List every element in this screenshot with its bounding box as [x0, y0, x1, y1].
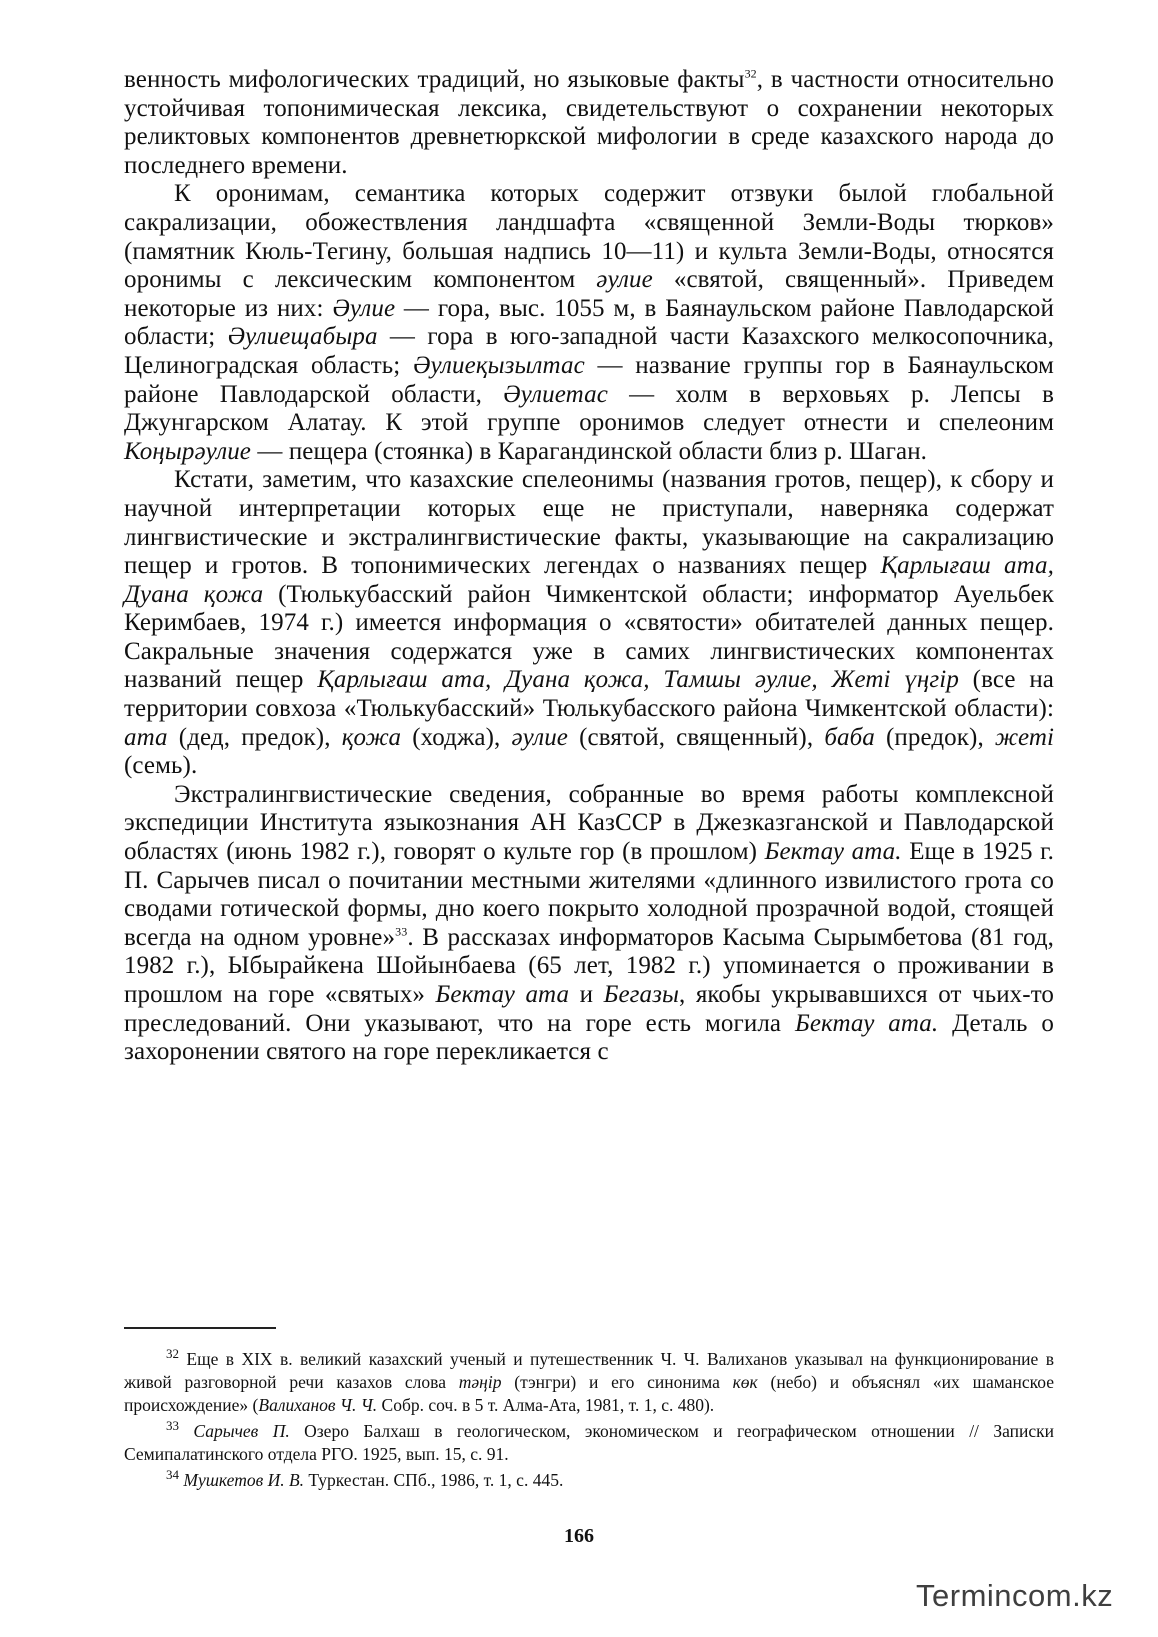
- text-run: , якобы укрывавшихся от чьих-то преследований. Они указывают, что на горе есть могила: [124, 981, 1054, 1037]
- footnote-number: 33: [166, 1418, 179, 1434]
- italic-term: жеті: [994, 723, 1055, 751]
- footnote-divider: [124, 1327, 276, 1329]
- page-number: 166: [564, 1525, 594, 1547]
- text-run: (небо) и объяснял «их шаманское происхождение» (: [124, 1372, 1055, 1415]
- italic-term: баба: [824, 723, 875, 751]
- paragraph: [124, 180, 1054, 466]
- text-run: «святой, священный». Приведем некоторые из них:: [124, 266, 1055, 322]
- text-run: венность мифологических традиций, но языковые факты: [124, 66, 745, 93]
- text-run: (Тюлькубасский район Чимкентской области; информатор Ауельбек Керимбаев, 1974 г.) имеется информация о «святости» обитателей данных пещер. Сакральные значения содержатся уже в самих лингвистических компонентах названий пещер: [124, 580, 1054, 694]
- italic-term: тәңір: [458, 1372, 502, 1392]
- text-run: (дед, предок),: [167, 723, 342, 751]
- italic-term: Бектау ата.: [764, 838, 902, 866]
- italic-term: Сарычев П.: [193, 1421, 290, 1441]
- text-run: Кстати, заметим, что казахские спелеонимы (названия гротов, пещер), к сбору и научной интерпретации которых еще не приступали, наверняка содержат лингвистические и экстралингвистические факты, указывающие на сакрализацию пещер и гротов. В топонимических легендах о названиях пещер: [124, 466, 1054, 580]
- footnote-number: 32: [166, 1346, 179, 1362]
- italic-term: Валиханов Ч. Ч.: [258, 1395, 378, 1415]
- italic-term: Әулиещабыра: [227, 323, 378, 351]
- text-run: — гора, выс. 1055 м, в Баянаульском районе Павлодарской области;: [124, 294, 1054, 351]
- footnote-ref: 33: [395, 924, 408, 939]
- page-body: [124, 66, 1054, 1067]
- italic-term: көк: [732, 1372, 758, 1392]
- footnote: [124, 1469, 1054, 1492]
- italic-term: Әулиеқызылтас: [413, 351, 585, 379]
- italic-term: ата: [124, 723, 168, 751]
- italic-term: Бектау ата.: [794, 1009, 939, 1037]
- text-run: Деталь о захоронении святого на горе перекликается с: [124, 1009, 1054, 1066]
- footnote: [124, 1420, 1054, 1466]
- text-run: Еще в 1925 г. П. Сарычев писал о почитании местными жителями «длинного извилистого грота со сводами готической формы, дно коего покрыто холодной прозрачной водой, стоящей всегда на одном уровне»: [124, 838, 1054, 951]
- footnote: [124, 1348, 1054, 1417]
- text-run: и: [569, 981, 604, 1008]
- text-run: (семь).: [124, 752, 198, 780]
- italic-term: Әулие: [332, 294, 396, 322]
- italic-term: Коңырәулие: [124, 437, 252, 465]
- text-run: (предок),: [874, 723, 995, 751]
- text-run: Туркестан. СПб., 1986, т. 1, с. 445.: [304, 1470, 564, 1490]
- text-run: Экстралингвистические сведения, собранные во время работы комплексной экспедиции Института языкознания АН КазССР в Джезказганской и Павлодарской областях (июнь 1982 г.), говорят о культе гор (в прошлом): [124, 780, 1054, 866]
- italic-term: қожа: [341, 723, 402, 751]
- text-run: (все на территории совхоза «Тюлькубасский» Тюлькубасского района Чимкентской области):: [124, 666, 1055, 723]
- italic-term: әулие: [596, 266, 653, 294]
- italic-term: Мушкетов И. В.: [183, 1470, 305, 1490]
- text-run: , в частности относительно устойчивая топонимическая лексика, свидетельствуют о сохранении некоторых реликтовых компонентов древнетюркской мифологии в среде казахского народа до последнего времени.: [124, 66, 1054, 179]
- italic-term: әулие: [511, 723, 568, 751]
- text-run: — холм в верховьях р. Лепсы в Джунгарском Алатау. К этой группе оронимов следует отнести и спелеоним: [124, 380, 1054, 437]
- site-watermark: Termincom.kz: [916, 1578, 1114, 1613]
- text-run: Озеро Балхаш в геологическом, экономическом и географическом отношении // Записки Семипалатинского отдела РГО. 1925, вып. 15, с. 91.: [124, 1421, 1055, 1464]
- italic-term: Бегазы: [603, 981, 679, 1008]
- text-run: К оронимам, семантика которых содержит отзвуки былой глобальной сакрализации, обожествления ландшафта «священной Земли-Воды тюрков» (памятник Кюль-Тегину, большая надпись 10—11) и культа Земли-Воды, относятся оронимы с лексическим компонентом: [124, 180, 1054, 294]
- main-text: [124, 66, 1054, 1067]
- italic-term: Бектау ата: [435, 981, 570, 1008]
- italic-term: Әулиетас: [503, 380, 608, 408]
- footnote-number: 34: [166, 1467, 179, 1483]
- text-run: (ходжа),: [401, 723, 512, 751]
- text-run: (тэнгри) и его синонима: [501, 1372, 733, 1392]
- text-run: — пещера (стоянка) в Карагандинской области близ р. Шаган.: [251, 437, 928, 465]
- italic-term: Қарлығаш ата, Дуана қожа: [124, 552, 1054, 608]
- paragraph: [124, 466, 1054, 781]
- text-run: Еще в XIX в. великий казахский ученый и путешественник Ч. Ч. Валиханов указывал на функционирование в живой разговорной речи казахов слова: [124, 1349, 1054, 1392]
- text-run: — название группы гор в Баянаульском районе Павлодарской области,: [124, 351, 1054, 408]
- footnote-ref: 32: [744, 66, 757, 81]
- text-run: (святой, священный),: [568, 723, 825, 751]
- text-run: Собр. соч. в 5 т. Алма-Ата, 1981, т. 1, с. 480).: [377, 1395, 715, 1415]
- paragraph: [124, 66, 1054, 180]
- paragraph: [124, 781, 1054, 1067]
- footnotes: [124, 1348, 1054, 1495]
- text-run: — гора в юго-западной части Казахского мелкосопочника, Целиноградская область;: [124, 323, 1054, 379]
- text-run: . В рассказах информаторов Касыма Сырымбетова (81 год, 1982 г.), Ыбырайкена Шойынбаева (65 лет, 1982 г.) упоминается о проживании в прошлом на горе «святых»: [124, 923, 1054, 1008]
- italic-term: Қарлығаш ата, Дуана қожа, Тамшы әулие, Жеті үңгір: [317, 666, 959, 694]
